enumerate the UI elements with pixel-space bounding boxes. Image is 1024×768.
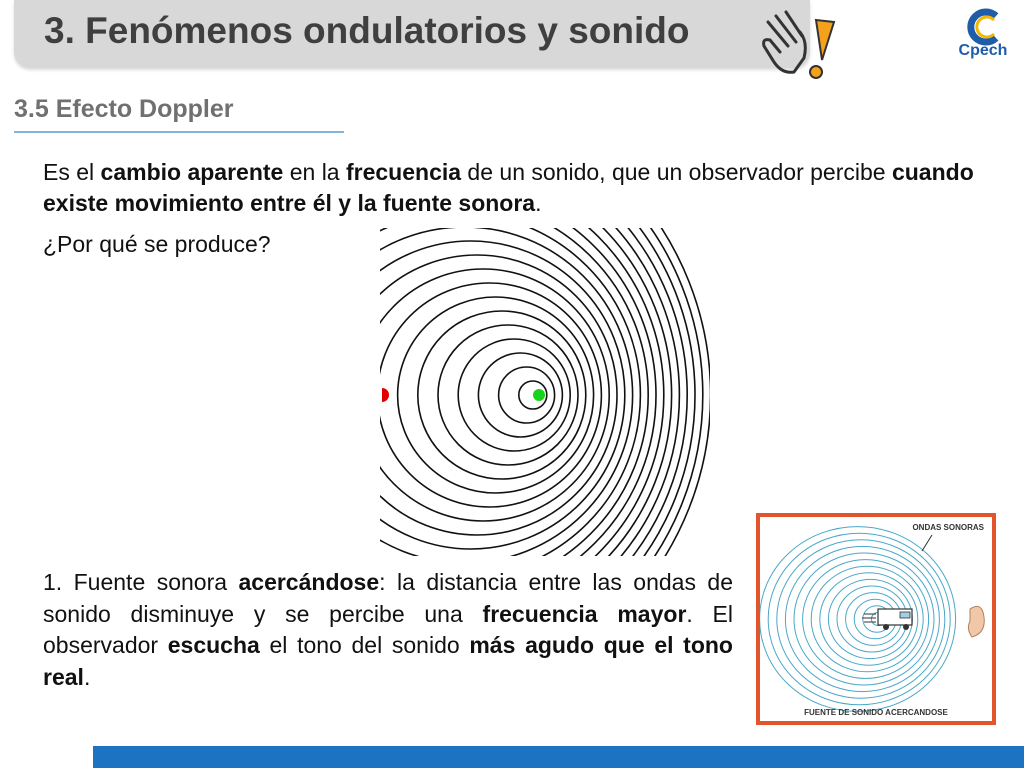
page-title: 3. Fenómenos ondulatorios y sonido [44, 10, 690, 51]
footer-bar [93, 746, 1024, 768]
label-approaching-source: FUENTE DE SONIDO ACERCANDOSE [804, 708, 948, 717]
cpech-logo [952, 6, 1014, 62]
section-subtitle: 3.5 Efecto Doppler [14, 95, 234, 123]
logo-text: Cpech [958, 42, 1008, 59]
sound-ring [777, 540, 945, 698]
source-dot [533, 389, 545, 401]
pointing-hand-icon [758, 2, 842, 86]
explanation-paragraph: 1. Fuente sonora acercándose: la distancia entre las ondas de sonido disminuye y se percibe una frecuencia mayor. El observador escucha el tono del sonido más agudo que el tono real. [43, 569, 733, 690]
ear-icon [968, 606, 984, 637]
logo-mark-icon [952, 6, 1014, 46]
label-sound-waves: ONDAS SONORAS [912, 523, 984, 532]
sound-ring [760, 527, 956, 712]
subtitle-underline [14, 131, 344, 133]
question-text: ¿Por qué se produce? [43, 231, 271, 257]
doppler-ambulance-illustration [756, 513, 996, 725]
doppler-wavefronts-figure [380, 228, 710, 556]
ambulance-icon [862, 609, 912, 630]
definition-paragraph: Es el cambio aparente en la frecuencia de un sonido, que un observador percibe cuando existe movimiento entre él y la fuente sonora. [43, 159, 974, 216]
